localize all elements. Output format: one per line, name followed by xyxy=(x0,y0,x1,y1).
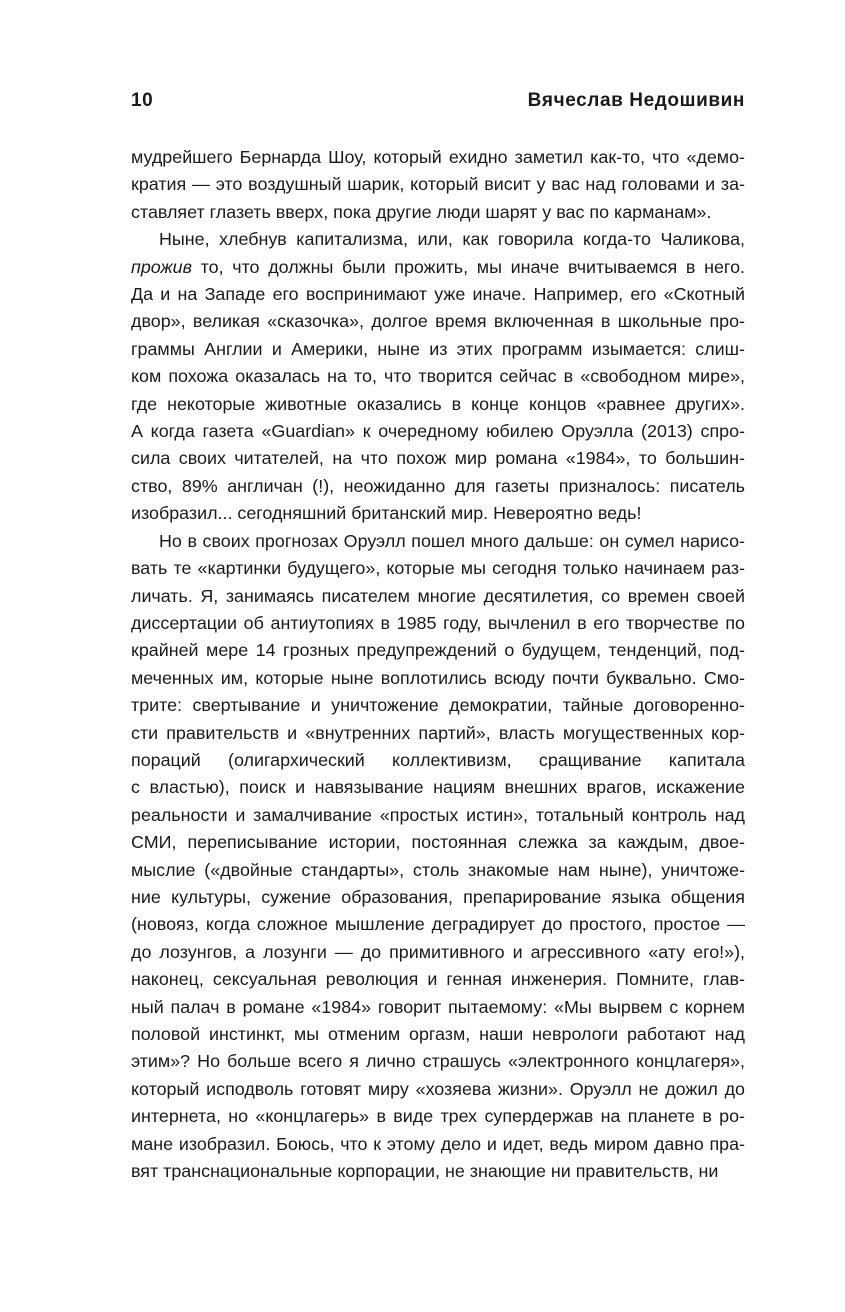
text-segment: трите: свертывание и уничтожение демократии, тайные договоренно- xyxy=(131,695,745,716)
text-segment: где некоторые животные оказались в конце концов «равнее других». xyxy=(131,393,745,414)
text-segment: изобразил... сегодняшний британский мир. Невероятно ведь! xyxy=(131,503,642,524)
text-segment: двор», великая «сказочка», долгое время включенная в школьные про- xyxy=(131,311,745,332)
text-line xyxy=(131,1048,745,1075)
text-segment: интернета, но «концлагерь» в виде трех супердержав на планете в ро- xyxy=(131,1106,745,1127)
text-segment: ком похожа оказалась на то, что творится сейчас в «свободном мире», xyxy=(131,366,745,387)
text-line xyxy=(131,1103,745,1130)
text-segment: (новояз, когда сложное мышление деградирует до простого, простое — xyxy=(131,914,745,935)
author-name: Вячеслав Недошивин xyxy=(527,90,745,111)
text-segment: который исподволь готовят миру «хозяева жизни». Оруэлл не дожил до xyxy=(131,1078,745,1099)
text-segment: вать те «картинки будущего», которые мы сегодня только начинаем раз- xyxy=(131,558,745,579)
text-line xyxy=(131,747,745,774)
text-line xyxy=(131,363,745,390)
text-line xyxy=(131,336,745,363)
text-line xyxy=(131,391,745,418)
text-line xyxy=(131,637,745,664)
body-text xyxy=(131,144,745,1185)
text-segment: меченных им, которые ныне воплотились всюду почти буквально. Смо- xyxy=(131,667,745,688)
text-segment: пораций (олигархический коллективизм, сращивание капитала xyxy=(131,749,745,770)
text-line xyxy=(131,144,745,171)
text-line xyxy=(131,802,745,829)
text-line xyxy=(131,500,745,527)
text-segment: ный палач в романе «1984» говорит пытаемому: «Мы вырвем с корнем xyxy=(131,996,745,1017)
paragraph xyxy=(131,528,745,1186)
text-segment: ставляет глазеть вверх, пока другие люди шарят у вас по карманам». xyxy=(131,201,712,222)
text-segment: ство, 89% англичан (!), неожиданно для газеты призналось: писатель xyxy=(131,475,745,496)
text-line xyxy=(131,665,745,692)
text-line xyxy=(131,418,745,445)
text-line xyxy=(131,528,745,555)
text-segment: наконец, сексуальная революция и генная инженерия. Помните, глав- xyxy=(131,969,745,990)
text-line xyxy=(131,939,745,966)
text-line xyxy=(131,1158,745,1185)
text-segment: с властью), поиск и навязывание нациям внешних врагов, искажение xyxy=(131,777,745,798)
text-line xyxy=(131,966,745,993)
text-line xyxy=(131,555,745,582)
text-segment: то, что должны были прожить, мы иначе вчитываемся в него. xyxy=(191,256,745,277)
text-line xyxy=(131,994,745,1021)
text-segment: СМИ, переписывание истории, постоянная слежка за каждым, двое- xyxy=(131,832,745,853)
text-line xyxy=(131,884,745,911)
text-segment: Да и на Западе его воспринимают уже иначе. Например, его «Скотный xyxy=(131,284,745,305)
text-line xyxy=(131,1131,745,1158)
text-line xyxy=(131,281,745,308)
text-segment: мане изобразил. Боюсь, что к этому дело и идет, ведь миром давно пра- xyxy=(131,1133,745,1154)
text-segment: диссертации об антиутопиях в 1985 году, вычленил в его творчестве по xyxy=(131,612,745,633)
italic-word: прожив xyxy=(131,256,192,277)
text-segment: до лозунгов, а лозунги — до примитивного и агрессивного «ату его!»), xyxy=(131,941,745,962)
text-line xyxy=(131,829,745,856)
text-line xyxy=(131,610,745,637)
text-line xyxy=(131,254,745,281)
text-segment: половой инстинкт, мы отменим оргазм, наши неврологи работают над xyxy=(131,1024,745,1044)
text-segment: реальности и замалчивание «простых истин», тотальный контроль над xyxy=(131,804,745,825)
text-segment: Ныне, хлебнув капитализма, или, как говорила когда-то Чаликова, xyxy=(159,229,745,250)
text-segment: мудрейшего Бернарда Шоу, который ехидно заметил как-то, что «демо- xyxy=(131,147,745,167)
text-segment: А когда газета «Guardian» к очередному юбилею Оруэлла (2013) спро- xyxy=(131,421,745,442)
running-header xyxy=(131,88,745,114)
paragraph xyxy=(131,144,745,226)
text-segment: сила своих читателей, на что похож мир романа «1984», то большин- xyxy=(131,448,745,469)
text-line xyxy=(131,226,745,253)
text-segment: сти правительств и «внутренних партий», власть могущественных кор- xyxy=(131,722,745,743)
text-line xyxy=(131,583,745,610)
text-line xyxy=(131,473,745,500)
text-line xyxy=(131,199,745,226)
text-line xyxy=(131,720,745,747)
text-segment: ние культуры, сужение образования, препарирование языка общения xyxy=(131,886,745,907)
text-segment: личать. Я, занимаясь писателем многие десятилетия, со времен своей xyxy=(131,585,745,606)
paragraph xyxy=(131,226,745,527)
text-segment: мыслие («двойные стандарты», столь знакомые нам ныне), уничтоже- xyxy=(131,859,745,880)
page-number: 10 xyxy=(131,90,154,111)
text-segment: Но в своих прогнозах Оруэлл пошел много дальше: он сумел нарисо- xyxy=(159,530,745,551)
text-line xyxy=(131,308,745,335)
text-segment: граммы Англии и Америки, ныне из этих программ изымается: слиш- xyxy=(131,338,745,359)
text-line xyxy=(131,774,745,801)
text-line xyxy=(131,1021,745,1048)
text-line xyxy=(131,445,745,472)
text-segment: этим»? Но больше всего я лично страшусь «электронного концлагеря», xyxy=(131,1051,745,1072)
text-segment: кратия — это воздушный шарик, который висит у вас над головами и за- xyxy=(131,174,745,195)
text-line xyxy=(131,171,745,198)
text-line xyxy=(131,1076,745,1103)
text-segment: крайней мере 14 грозных предупреждений о будущем, тенденций, под- xyxy=(131,640,745,661)
text-segment: вят транснациональные корпорации, не знающие ни правительств, ни xyxy=(131,1161,719,1182)
text-line xyxy=(131,911,745,938)
text-line xyxy=(131,692,745,719)
text-line xyxy=(131,857,745,884)
